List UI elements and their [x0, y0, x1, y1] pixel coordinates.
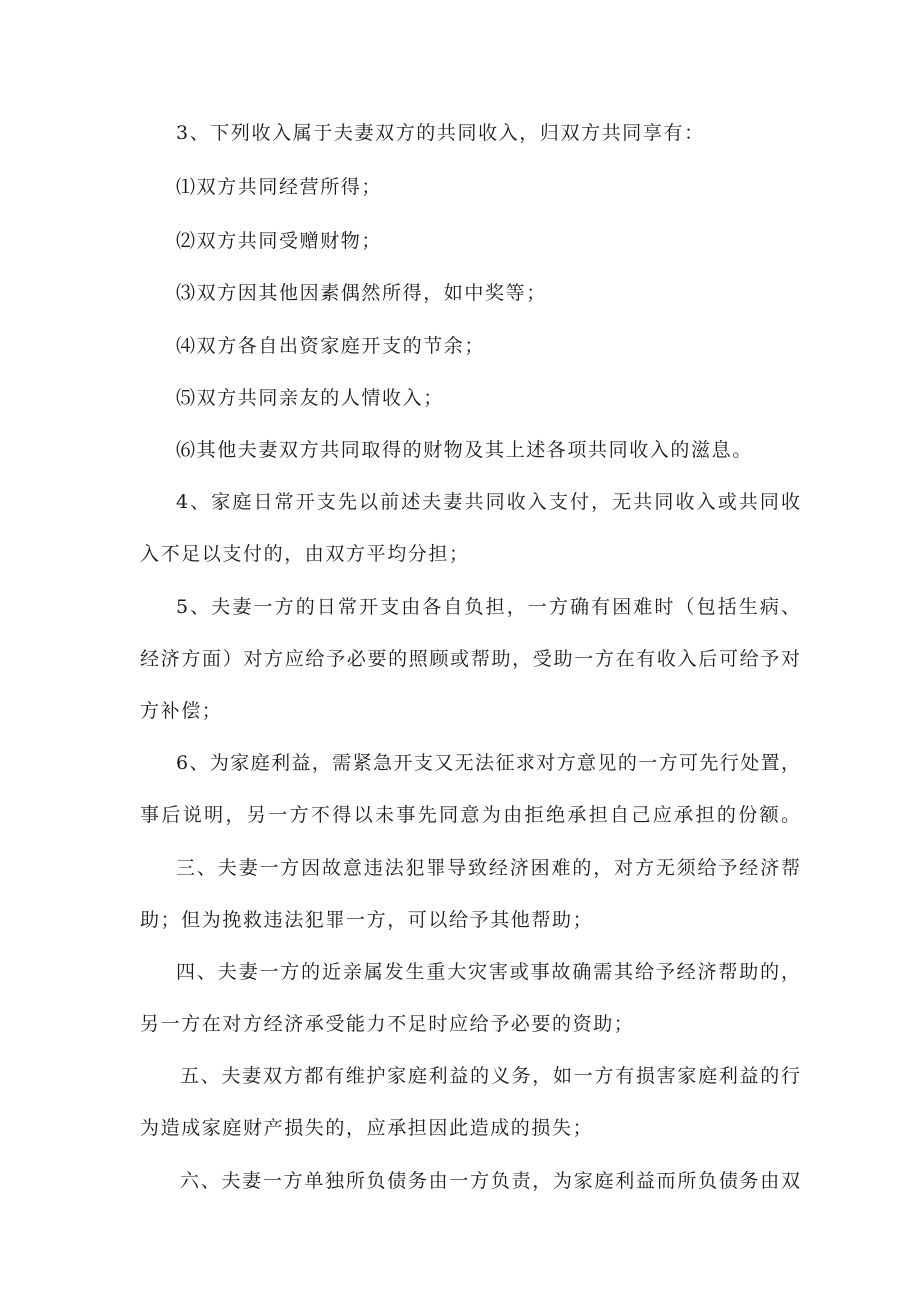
list-item: ⑹其他夫妻双方共同取得的财物及其上述各项共同收入的滋息。 — [176, 439, 753, 461]
paragraph-line: 为造成家庭财产损失的，应承担因此造成的损失； — [140, 1117, 594, 1139]
list-item: ⑷双方各自出资家庭开支的节余； — [176, 335, 486, 357]
list-item: ⑴双方共同经营所得； — [176, 176, 383, 198]
paragraph-line: 5、夫妻一方的日常开支由各自负担，一方确有困难时（包括生病、 — [176, 596, 800, 618]
paragraph-line: 五、夫妻双方都有维护家庭利益的义务，如一方有损害家庭利益的行 — [180, 1065, 800, 1087]
paragraph-line: 经济方面）对方应给予必要的照顾或帮助，受助一方在有收入后可给予对 — [140, 648, 800, 670]
paragraph-line: 助；但为挽救违法犯罪一方，可以给予其他帮助； — [140, 909, 594, 931]
paragraph-line: 6、为家庭利益，需紧急开支又无法征求对方意见的一方可先行处置， — [176, 752, 800, 774]
list-item: ⑸双方共同亲友的人情收入； — [176, 387, 444, 409]
paragraph-line: 四、夫妻一方的近亲属发生重大灾害或事故确需其给予经济帮助的， — [176, 961, 800, 983]
paragraph-line: 六、夫妻一方单独所负债务由一方负责，为家庭利益而所负债务由双 — [180, 1170, 800, 1192]
list-item: ⑵双方共同受赠财物； — [176, 230, 383, 252]
paragraph-line: 另一方在对方经济承受能力不足时应给予必要的资助； — [140, 1013, 635, 1035]
paragraph-line: 事后说明，另一方不得以未事先同意为由拒绝承担自己应承担的份额。 — [140, 804, 800, 826]
paragraph-line: 方补偿； — [140, 700, 223, 722]
paragraph-line: 4、家庭日常开支先以前述夫妻共同收入支付，无共同收入或共同收 — [176, 491, 800, 513]
paragraph-line: 入不足以支付的，由双方平均分担； — [140, 543, 470, 565]
paragraph-line: 三、夫妻一方因故意违法犯罪导致经济困难的，对方无须给予经济帮 — [176, 857, 800, 879]
list-item: ⑶双方因其他因素偶然所得，如中奖等； — [176, 282, 547, 304]
paragraph-line: 3、下列收入属于夫妻双方的共同收入，归双方共同享有： — [176, 122, 705, 144]
